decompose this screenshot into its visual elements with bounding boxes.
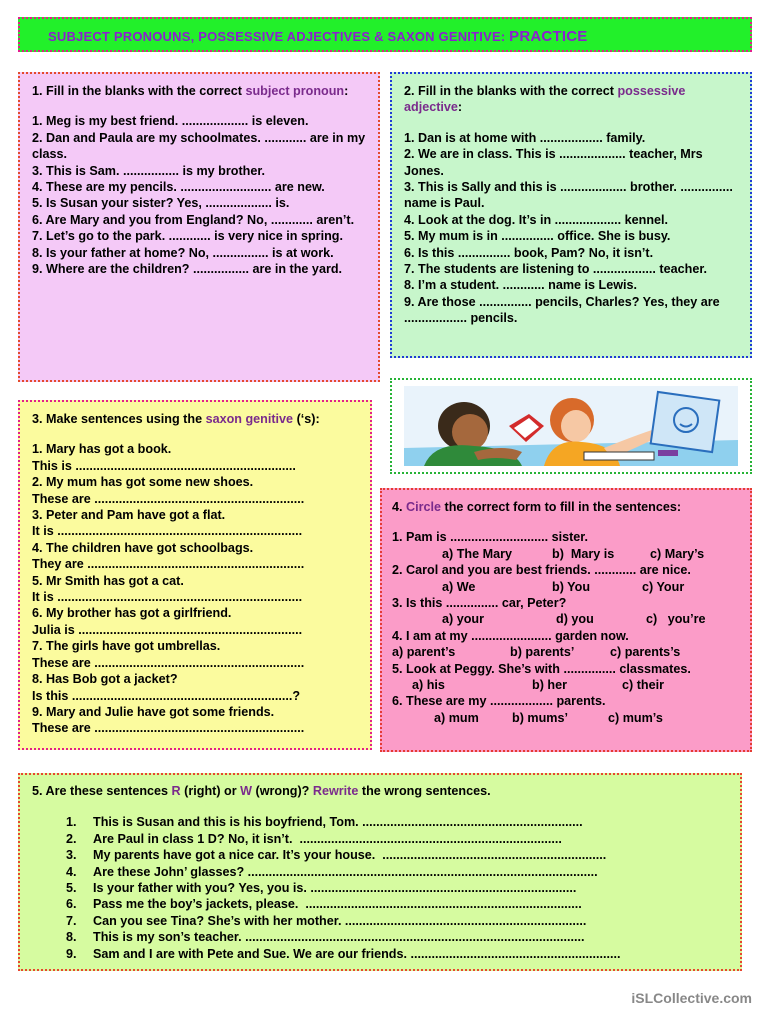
question: 2. Carol and you are best friends. ............ are nice. — [392, 563, 691, 578]
list-item — [66, 831, 728, 847]
exercise-3-box — [18, 400, 372, 750]
exercise-4-instruction — [392, 499, 740, 515]
sentence: 1. Dan is at home with .................. family. — [404, 130, 646, 145]
options-row — [392, 710, 740, 726]
option-a[interactable]: a) your — [442, 612, 484, 627]
site-watermark[interactable]: iSLCollective.com — [631, 990, 752, 1006]
instruction-keyword: Circle — [406, 500, 442, 514]
option-a[interactable]: a) his — [412, 678, 445, 693]
title-main: SUBJECT PRONOUNS, POSSESSIVE ADJECTIVES & SAXON GENITIVE: — [48, 29, 510, 44]
sentence: 5. My mum is in ............... office. She is busy. — [404, 229, 671, 244]
sentence: 2. Dan and Paula are my schoolmates. ............ are in my class. — [32, 130, 369, 162]
sentence: 2. We are in class. This is ................... teacher, Mrs Jones. — [404, 147, 707, 178]
instruction-text-end: (‘s): — [293, 412, 320, 426]
sentence: 8. I’m a student. ............ name is Lewis. — [404, 278, 638, 293]
sentence: 4. These are my pencils. .......................... are new. — [32, 180, 325, 195]
exercise-1-instruction — [32, 83, 366, 99]
prompt-line: 8. Has Bob got a jacket? — [32, 672, 178, 687]
options-row — [392, 579, 740, 595]
list-item — [66, 929, 728, 945]
item-number: 3. — [66, 848, 77, 863]
option-b[interactable]: b) her — [532, 678, 567, 693]
prompt-line: 9. Mary and Julie have got some friends. — [32, 704, 275, 719]
sentence: 3. This is Sam. ................ is my brother. — [32, 163, 266, 178]
prompt-line: 5. Mr Smith has got a cat. — [32, 573, 184, 588]
item-text: This is Susan and this is his boyfriend, Tom. ............................................................... — [93, 815, 583, 830]
list-item — [66, 814, 728, 830]
option-c[interactable]: c) their — [622, 678, 664, 693]
instruction-text: 5. Are these sentences — [32, 784, 172, 798]
instruction-text-end: : — [457, 100, 463, 115]
option-a[interactable]: a) We — [442, 579, 476, 594]
option-a[interactable]: a) parent’s — [392, 645, 456, 660]
list-item — [66, 946, 728, 962]
options-row — [392, 546, 740, 562]
option-c[interactable]: c) you’re — [646, 612, 706, 627]
sentence: 7. The students are listening to .................. teacher. — [404, 262, 708, 277]
sentence: 5. Is Susan your sister? Yes, ................... is. — [32, 196, 290, 211]
sentence: 6. Are Mary and you from England? No, ............ aren’t. — [32, 212, 355, 227]
option-a[interactable]: a) mum — [434, 710, 479, 725]
instruction-keyword: subject pronoun — [245, 84, 345, 98]
prompt-line: 2. My mum has got some new shoes. — [32, 475, 254, 490]
item-text: Can you see Tina? She’s with her mother. ..................................................................... — [93, 913, 587, 928]
option-b[interactable]: b) parents’ — [510, 645, 575, 660]
list-item — [66, 847, 728, 863]
instruction-text: 3. Make sentences using the — [32, 412, 206, 426]
exercise-3-sentences — [32, 441, 358, 736]
option-c[interactable]: c) Your — [642, 579, 685, 594]
worksheet-title — [18, 17, 752, 52]
item-number: 9. — [66, 946, 77, 961]
prompt-line: 7. The girls have got umbrellas. — [32, 639, 221, 654]
answer-line: These are ............................................................ — [32, 655, 305, 670]
answer-line: It is ...................................................................... — [32, 524, 303, 539]
exercise-5-box — [18, 773, 742, 971]
list-item — [66, 896, 728, 912]
item-text: Pass me the boy’s jackets, please. ............................................................................... — [93, 897, 582, 912]
option-b[interactable]: d) you — [556, 612, 594, 627]
instruction-text: 4. — [392, 500, 407, 514]
item-number: 5. — [66, 881, 77, 896]
item-text: My parents have got a nice car. It’s your house. ................................................................ — [93, 848, 607, 863]
answer-line: Julia is ................................................................ — [32, 622, 303, 637]
option-a[interactable]: a) The Mary — [442, 546, 512, 561]
item-number: 4. — [66, 864, 77, 879]
answer-line: It is ...................................................................... — [32, 590, 303, 605]
item-number: 6. — [66, 897, 77, 912]
title-emphasis: PRACTICE — [509, 28, 588, 45]
sentence: 9. Where are the children? ................ are in the yard. — [32, 262, 343, 277]
prompt-line: 6. My brother has got a girlfriend. — [32, 606, 232, 621]
instruction-text: 2. Fill in the blanks with the correct — [404, 84, 618, 98]
instruction-text-end: : — [344, 84, 349, 98]
question: 6. These are my .................. parents. — [392, 694, 606, 709]
exercise-1-box — [18, 72, 380, 382]
option-b[interactable]: b) You — [552, 579, 591, 594]
instruction-text: (right) or — [180, 784, 241, 798]
answer-line: These are ............................................................ — [32, 491, 305, 506]
item-number: 8. — [66, 930, 77, 945]
instruction-keyword: possessive adjective — [404, 84, 686, 115]
option-b[interactable]: b) Mary is — [552, 546, 615, 561]
item-number: 1. — [66, 815, 77, 830]
sentence: 6. Is this ............... book, Pam? No, it isn’t. — [404, 245, 654, 260]
item-text: Are these John’ glasses? .................................................................................................... — [93, 864, 598, 879]
illustration-frame — [390, 378, 752, 474]
exercise-4-items — [392, 529, 740, 726]
list-item — [66, 880, 728, 896]
item-number: 2. — [66, 831, 77, 846]
right-marker: R — [171, 784, 181, 798]
exercise-2-instruction — [404, 83, 738, 116]
prompt-line: 1. Mary has got a book. — [32, 442, 172, 457]
sentence: 7. Let’s go to the park. ............ is very nice in spring. — [32, 229, 343, 244]
exercise-2-sentences — [404, 130, 738, 327]
options-row — [392, 644, 740, 660]
list-item — [66, 913, 728, 929]
prompt-line: 4. The children have got schoolbags. — [32, 540, 254, 555]
answer-line: Is this ...............................................................? — [32, 688, 301, 703]
exercise-5-list — [32, 814, 728, 962]
options-row — [392, 611, 740, 627]
option-c[interactable]: c) parents’s — [610, 645, 681, 660]
option-b[interactable]: b) mums’ — [512, 710, 568, 725]
answer-line: This is ............................................................... — [32, 458, 296, 473]
instruction-keyword: Rewrite — [312, 784, 359, 798]
options-row — [392, 677, 740, 693]
students-reading-illustration — [404, 386, 738, 466]
prompt-line: 3. Peter and Pam have got a flat. — [32, 508, 226, 523]
question: 3. Is this ............... car, Peter? — [392, 596, 567, 611]
exercise-5-instruction — [32, 783, 728, 799]
instruction-text-end: the wrong sentences. — [358, 784, 491, 798]
answer-line: These are ............................................................ — [32, 721, 305, 736]
instruction-text: (wrong)? — [252, 784, 313, 798]
instruction-keyword: saxon genitive — [205, 412, 294, 426]
item-number: 7. — [66, 913, 77, 928]
item-text: Sam and I are with Pete and Sue. We are our friends. ............................................................ — [93, 946, 621, 961]
option-c[interactable]: c) mum’s — [608, 710, 663, 725]
sentence: 4. Look at the dog. It’s in ................... kennel. — [404, 212, 669, 227]
question: 5. Look at Peggy. She’s with ............... classmates. — [392, 661, 691, 676]
instruction-text-end: the correct form to fill in the sentences: — [441, 500, 682, 514]
instruction-text: 1. Fill in the blanks with the correct — [32, 84, 246, 98]
question: 1. Pam is ............................ sister. — [392, 530, 588, 545]
exercise-1-sentences — [32, 113, 369, 277]
sentence: 3. This is Sally and this is ................... brother. ............... name is Paul. — [404, 180, 737, 211]
list-item — [66, 864, 728, 880]
option-c[interactable]: c) Mary’s — [650, 546, 705, 561]
exercise-3-instruction — [32, 411, 358, 427]
item-text: This is my son’s teacher. ................................................................................................. — [93, 930, 585, 945]
item-text: Is your father with you? Yes, you is. ............................................................................ — [93, 881, 577, 896]
sentence: 9. Are those ............... pencils, Charles? Yes, they are .................. pencils. — [404, 294, 724, 326]
item-text: Are Paul in class 1 D? No, it isn’t. ........................................................................... — [93, 831, 562, 846]
question: 4. I am at my ....................... garden now. — [392, 628, 629, 643]
exercise-2-box — [390, 72, 752, 358]
wrong-marker: W — [240, 784, 253, 798]
sentence: 8. Is your father at home? No, ................ is at work. — [32, 245, 334, 260]
sentence: 1. Meg is my best friend. ................... is eleven. — [32, 114, 309, 129]
exercise-4-box — [380, 488, 752, 752]
answer-line: They are .............................................................. — [32, 557, 305, 572]
